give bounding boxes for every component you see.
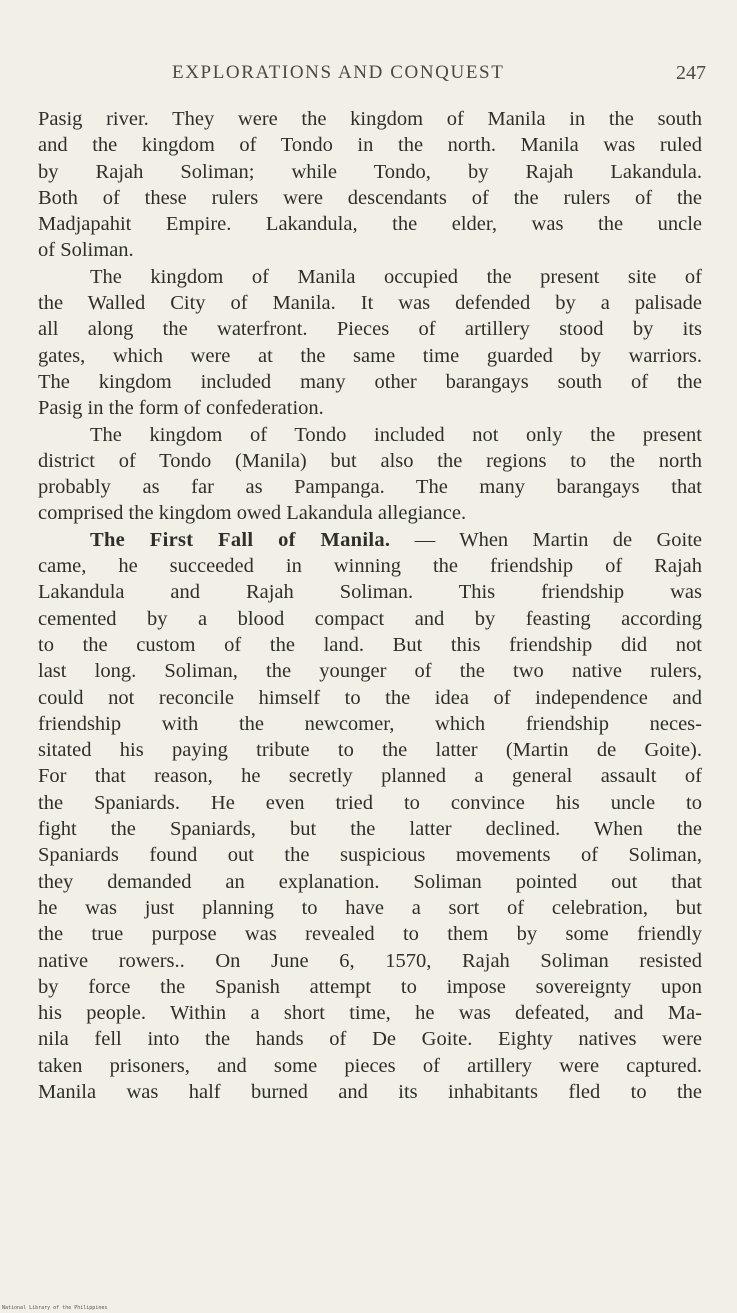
text-line: to the custom of the land. But this friendship did not bbox=[38, 633, 702, 656]
text-line: and the kingdom of Tondo in the north. Manila was ruled bbox=[38, 134, 702, 157]
text-line: Pasig in the form of confederation. bbox=[38, 397, 324, 420]
text-line: could not reconcile himself to the idea of independence and bbox=[38, 686, 702, 709]
text-line: by Rajah Soliman; while Tondo, by Rajah Lakandula. bbox=[38, 160, 702, 183]
text-line: nila fell into the hands of De Goite. Eighty natives were bbox=[38, 1028, 702, 1051]
text-line: Both of these rulers were descendants of the rulers of the bbox=[38, 186, 702, 209]
text-line: native rowers.. On June 6, 1570, Rajah Soliman resisted bbox=[38, 949, 702, 972]
text-line: district of Tondo (Manila) but also the regions to the north bbox=[38, 449, 702, 472]
text-line: Manila was half burned and its inhabitants fled to the bbox=[38, 1080, 702, 1103]
text-line: of Soliman. bbox=[38, 239, 134, 262]
text-line: gates, which were at the same time guarded by warriors. bbox=[38, 344, 702, 367]
text-line: Lakandula and Rajah Soliman. This friendship was bbox=[38, 581, 702, 604]
text-line: cemented by a blood compact and by feasting according bbox=[38, 607, 702, 630]
section-title: The First Fall of Manila. bbox=[90, 528, 391, 551]
text-line: The kingdom of Manila occupied the present site of bbox=[90, 265, 702, 288]
page-number: 247 bbox=[676, 62, 706, 84]
text-line: came, he succeeded in winning the friendship of Rajah bbox=[38, 555, 702, 578]
text-line: comprised the kingdom owed Lakandula allegiance. bbox=[38, 502, 467, 525]
paragraph bbox=[38, 527, 702, 1106]
body-text bbox=[38, 106, 702, 1105]
text-line: Pasig river. They were the kingdom of Manila in the south bbox=[38, 108, 702, 130]
text-line: the Spaniards. He even tried to convince his uncle to bbox=[38, 791, 702, 814]
running-head: EXPLORATIONS AND CONQUEST bbox=[172, 62, 505, 83]
text-line: the true purpose was revealed to them by some friendly bbox=[38, 923, 702, 946]
text-line: by force the Spanish attempt to impose sovereignty upon bbox=[38, 975, 702, 998]
text-line: the Walled City of Manila. It was defended by a palisade bbox=[38, 292, 702, 315]
text-line: Spaniards found out the suspicious movements of Soliman, bbox=[38, 844, 702, 867]
text-line: probably as far as Pampanga. The many barangays that bbox=[38, 476, 702, 499]
text-line: For that reason, he secretly planned a general assault of bbox=[38, 765, 702, 788]
text-line: they demanded an explanation. Soliman pointed out that bbox=[38, 870, 702, 893]
text-line: last long. Soliman, the younger of the two native rulers, bbox=[38, 660, 702, 683]
text-line bbox=[38, 527, 702, 553]
paragraph bbox=[38, 106, 702, 264]
text-line: The kingdom of Tondo included not only the present bbox=[90, 423, 702, 446]
text-line: fight the Spaniards, but the latter declined. When the bbox=[38, 818, 702, 841]
page-header bbox=[38, 62, 706, 90]
text-line: friendship with the newcomer, which friendship neces- bbox=[38, 712, 702, 735]
text-run: — When Martin de Goite bbox=[390, 528, 702, 551]
text-line: sitated his paying tribute to the latter (Martin de Goite). bbox=[38, 739, 702, 762]
text-line: Madjapahit Empire. Lakandula, the elder, was the uncle bbox=[38, 213, 702, 236]
paragraph bbox=[38, 422, 702, 527]
text-line: taken prisoners, and some pieces of artillery were captured. bbox=[38, 1054, 702, 1077]
text-line: The kingdom included many other barangays south of the bbox=[38, 370, 702, 393]
text-line: all along the waterfront. Pieces of artillery stood by its bbox=[38, 318, 702, 341]
paragraph bbox=[38, 264, 702, 422]
text-line: his people. Within a short time, he was defeated, and Ma- bbox=[38, 1002, 702, 1025]
footer-credit: National Library of the Philippines bbox=[2, 1305, 108, 1311]
text-line: he was just planning to have a sort of celebration, but bbox=[38, 896, 702, 919]
